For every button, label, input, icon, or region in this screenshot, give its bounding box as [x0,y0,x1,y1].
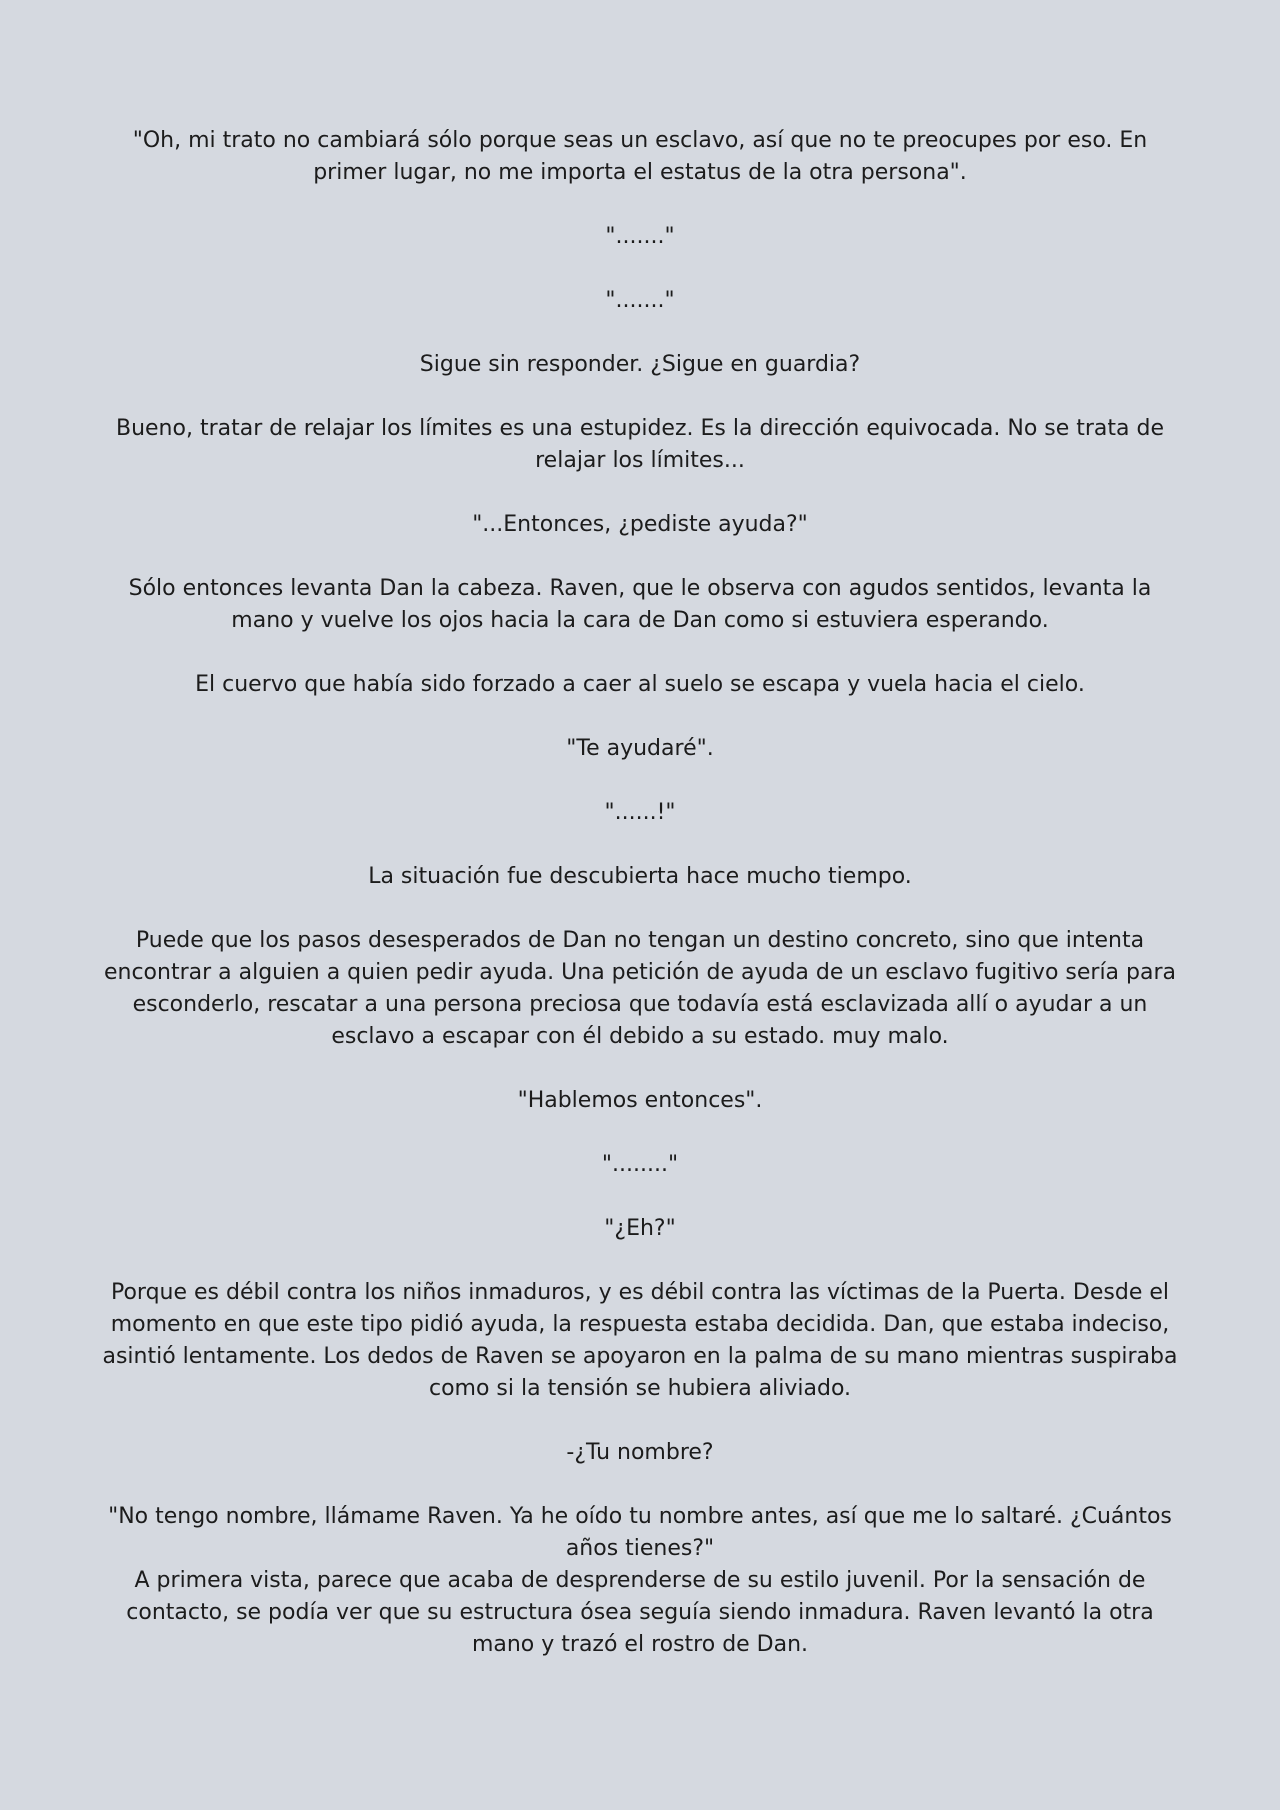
paragraph-9: "Te ayudaré". [566,736,714,761]
paragraph-2: "......." [605,224,675,249]
paragraph-13: "Hablemos entonces". [517,1088,763,1113]
paragraph-10: "......!" [604,800,676,825]
paragraph-18: "No tengo nombre, llámame Raven. Ya he oído tu nombre antes, así que me lo saltaré. ¿Cuántos años tienes?" [108,1504,1172,1561]
paragraph-4: Sigue sin responder. ¿Sigue en guardia? [419,352,861,377]
paragraph-6: "...Entonces, ¿pediste ayuda?" [472,512,808,537]
paragraph-5: Bueno, tratar de relajar los límites es una estupidez. Es la dirección equivocada. No se trata de relajar los límites... [115,416,1165,473]
story-text [100,125,1180,1693]
paragraph-17: -¿Tu nombre? [566,1440,714,1465]
paragraph-8: El cuervo que había sido forzado a caer al suelo se escapa y vuela hacia el cielo. [195,672,1085,697]
paragraph-12: Puede que los pasos desesperados de Dan no tengan un destino concreto, sino que intenta encontrar a alguien a quien pedir ayuda. Una petición de ayuda de un esclavo fugitivo sería para esconderlo, rescatar a una persona preciosa que todavía está esclavizada allí o ayudar a un esclavo a escapar con él debido a su estado. muy malo. [103,928,1177,1049]
paragraph-1: "Oh, mi trato no cambiará sólo porque seas un esclavo, así que no te preocupes por eso. En primer lugar, no me importa el estatus de la otra persona". [132,128,1148,185]
paragraph-16: Porque es débil contra los niños inmaduros, y es débil contra las víctimas de la Puerta. Desde el momento en que este tipo pidió ayuda, la respuesta estaba decidida. Dan, que estaba indeciso, asintió lentamente. Los dedos de Raven se apoyaron en la palma de su mano mientras suspiraba como si la tensión se hubiera aliviado. [102,1280,1178,1401]
paragraph-3: "......." [605,288,675,313]
paragraph-19: A primera vista, parece que acaba de desprenderse de su estilo juvenil. Por la sensación de contacto, se podía ver que su estructura ósea seguía siendo inmadura. Raven levantó la otra mano y trazó el rostro de Dan. [126,1568,1154,1657]
paragraph-7: Sólo entonces levanta Dan la cabeza. Raven, que le observa con agudos sentidos, levanta la mano y vuelve los ojos hacia la cara de Dan como si estuviera esperando. [128,576,1152,633]
paragraph-11: La situación fue descubierta hace mucho tiempo. [368,864,912,889]
paragraph-14: "........" [601,1152,679,1177]
paragraph-15: "¿Eh?" [604,1216,676,1241]
